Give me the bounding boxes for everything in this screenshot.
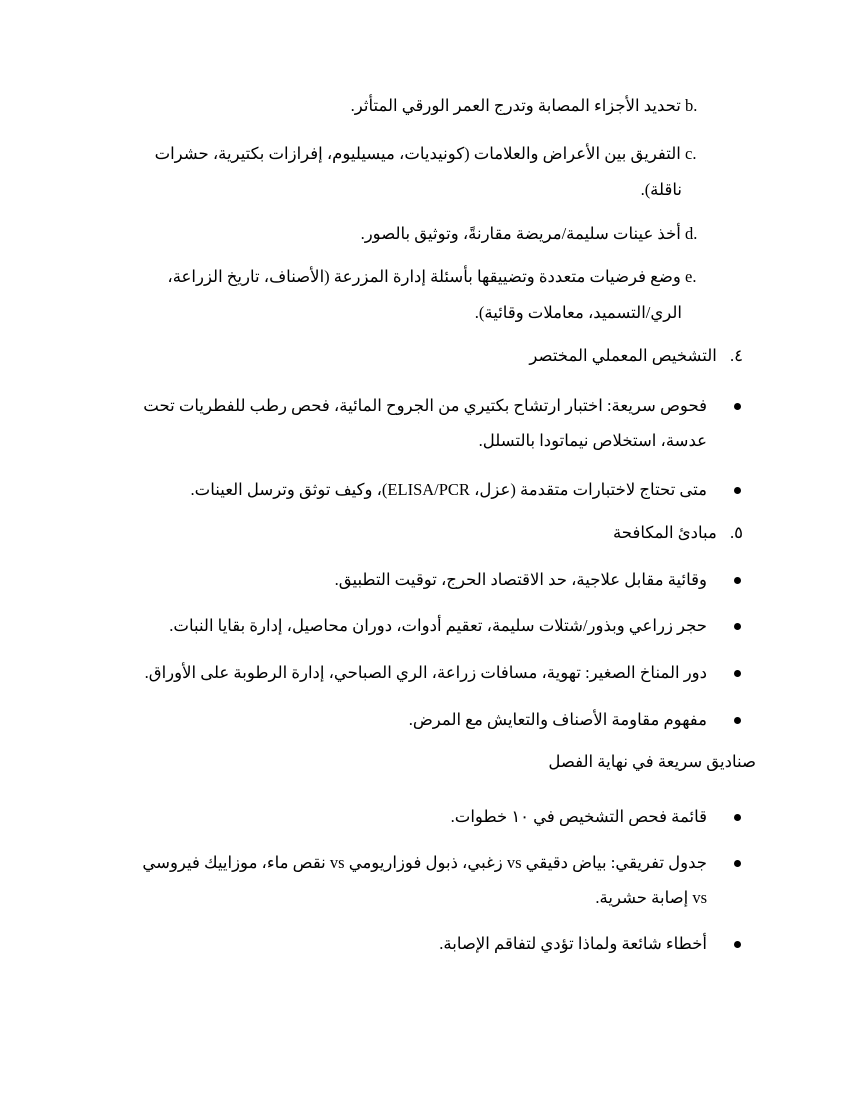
sub-item-marker: b.	[685, 96, 698, 115]
sub-item-marker: e.	[685, 267, 697, 286]
list-item-continuation: عدسة، استخلاص نيماتودا بالتسلل.	[478, 431, 707, 450]
list-item-continuation: vs إصابة حشرية.	[595, 888, 707, 907]
sub-item-text: التفريق بين الأعراض والعلامات (كونيديات، ميسيليوم، إفرازات بكتيرية، حشرات	[154, 144, 681, 163]
list-item: جدول تفريقي: بياض دقيقي vs زغبي، ذبول فوزاريومي vs نقص ماء، موزاييك فيروسي	[142, 853, 707, 872]
section-4-title: التشخيص المعملي المختصر	[529, 346, 717, 365]
list-item: فحوص سريعة: اختبار ارتشاح بكتيري من الجروح المائية، فحص رطب للفطريات تحت	[143, 396, 707, 415]
sub-item-c	[0, 144, 850, 164]
list-item: متى تحتاج لاختبارات متقدمة (عزل، ELISA/PCR)، وكيف توثق وترسل العينات.	[190, 480, 707, 499]
boxes-heading: صناديق سريعة في نهاية الفصل	[548, 752, 756, 771]
sub-item-e-continuation: الري/التسميد، معاملات وقائية).	[474, 303, 682, 322]
sub-item-marker: d.	[685, 224, 698, 243]
sub-item-marker: c.	[685, 144, 697, 163]
sub-item-d	[0, 224, 850, 244]
sub-item-text: تحديد الأجزاء المصابة وتدرج العمر الورقي المتأثر.	[350, 96, 681, 115]
list-item: قائمة فحص التشخيص في ١٠ خطوات.	[450, 807, 707, 826]
list-item: وقائية مقابل علاجية، حد الاقتصاد الحرج، توقيت التطبيق.	[334, 570, 707, 589]
sub-item-c-continuation: ناقلة).	[640, 180, 682, 199]
section-5-title: مبادئ المكافحة	[612, 523, 717, 542]
list-item: حجر زراعي وبذور/شتلات سليمة، تعقيم أدوات، دوران محاصيل، إدارة بقايا النبات.	[169, 616, 707, 635]
sub-item-b	[0, 96, 850, 116]
section-4-heading	[0, 346, 850, 366]
section-5-heading	[0, 523, 850, 543]
list-item: دور المناخ الصغير: تهوية، مسافات زراعة، الري الصباحي، إدارة الرطوبة على الأوراق.	[144, 663, 707, 682]
sub-item-text: وضع فرضيات متعددة وتضييقها بأسئلة إدارة المزرعة (الأصناف، تاريخ الزراعة،	[167, 267, 681, 286]
sub-item-e	[0, 267, 850, 287]
sub-item-text: أخذ عينات سليمة/مريضة مقارنةً، وتوثيق بالصور.	[360, 224, 681, 243]
section-5-number: ٥.	[730, 523, 743, 542]
list-item: أخطاء شائعة ولماذا تؤدي لتفاقم الإصابة.	[439, 934, 707, 953]
section-4-number: ٤.	[730, 346, 743, 365]
list-item: مفهوم مقاومة الأصناف والتعايش مع المرض.	[408, 710, 707, 729]
